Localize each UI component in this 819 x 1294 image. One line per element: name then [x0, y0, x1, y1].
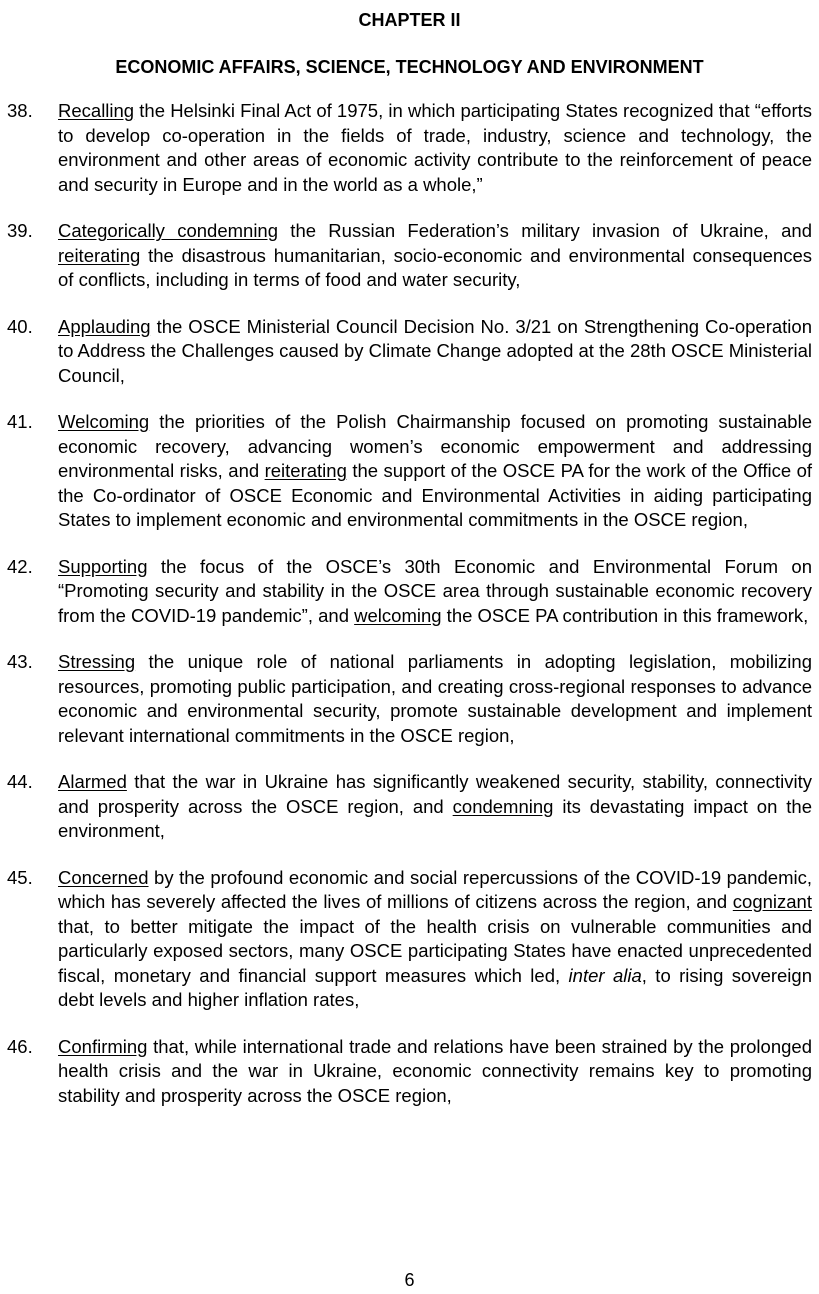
paragraph-text-run: the support of the OSCE PA for the work of the Office of the Co-ordinator of OSCE Economic and Environmental Activities in aiding participating States to implement economic and environmental commitments in the OSCE region,: [58, 460, 813, 530]
paragraph-text-run: its devastating impact on the environment,: [58, 795, 812, 841]
paragraph-item: [0, 650, 819, 748]
paragraph-item: [0, 410, 819, 533]
paragraph-item: [0, 555, 819, 629]
paragraph-text-run: that the war in Ukraine has significantly weakened security, stability, connectivity and prosperity across the OSCE region, and: [58, 771, 812, 817]
underlined-keyword: Concerned: [58, 866, 149, 888]
paragraph-text-run: by the profound economic and social repercussions of the COVID-19 pandemic, which has severely affected the lives of millions of citizens across the region, and: [58, 866, 812, 912]
underlined-keyword: reiterating: [58, 244, 141, 266]
paragraph-text-run: the OSCE PA contribution in this framework,: [441, 604, 809, 626]
underlined-keyword: Confirming: [58, 1035, 148, 1057]
underlined-keyword: Supporting: [58, 555, 148, 577]
paragraph-item: [0, 1035, 819, 1109]
underlined-keyword: reiterating: [264, 460, 347, 481]
paragraph-text: [58, 770, 812, 844]
paragraph-text-run: the OSCE Ministerial Council Decision No. 3/21 on Strengthening Co-operation to Address the Challenges caused by Climate Change adopted at the 28th OSCE Ministerial Council,: [58, 315, 812, 386]
paragraph-text-run: , to rising sovereign debt levels and higher inflation rates,: [58, 964, 812, 1010]
paragraph-text-run: the disastrous humanitarian, socio-economic and environmental consequences of conflicts, including in terms of food and water security,: [58, 244, 812, 290]
paragraph-number: 41.: [7, 411, 33, 432]
paragraph-item: [0, 99, 819, 197]
page-number: 6: [404, 1270, 415, 1290]
chapter-heading: ECONOMIC AFFAIRS, SCIENCE, TECHNOLOGY AND ENVIRONMENT: [115, 57, 704, 77]
paragraph-text: [58, 1035, 812, 1109]
paragraph-text-run: the focus of the OSCE’s 30th Economic and Environmental Forum on “Promoting security and stability in the OSCE area through sustainable economic recovery from the COVID-19 pandemic”, and: [58, 555, 812, 626]
paragraph-number: 38.: [7, 100, 33, 121]
underlined-keyword: Stressing: [58, 651, 136, 672]
paragraph-text: [58, 866, 812, 1013]
paragraph-text-run: the Helsinki Final Act of 1975, in which participating States recognized that “efforts to develop co-operation in the fields of trade, industry, science and technology, the environment and other areas of economic activity contribute to the reinforcement of peace and security in Europe and in the world as a whole,”: [58, 100, 812, 195]
paragraph-text-run: the priorities of the Polish Chairmanship focused on promoting sustainable economic recovery, advancing women’s economic empowerment and addressing environmental risks, and: [58, 411, 812, 481]
underlined-keyword: Recalling: [58, 100, 135, 121]
paragraph-text-run: the Russian Federation’s military invasion of Ukraine, and: [278, 220, 812, 241]
paragraph-text-run: that, to better mitigate the impact of the health crisis on vulnerable communities and particularly exposed sectors, many OSCE participating States have enacted unprecedented fiscal, monetary and financial support measures which led,: [58, 915, 812, 986]
paragraph-text: [58, 219, 812, 293]
paragraph-number: 46.: [7, 1035, 33, 1057]
paragraph-text-run: the unique role of national parliaments in adopting legislation, mobilizing resources, promoting public participation, and creating cross-regional responses to advance economic and environmental security, promote sustainable development and implement relevant international commitments in the OSCE region,: [58, 651, 812, 746]
paragraph-number: 44.: [7, 771, 33, 792]
underlined-keyword: welcoming: [354, 604, 442, 626]
paragraph-text: [58, 650, 812, 748]
paragraph-number: 43.: [7, 651, 33, 672]
underlined-keyword: Categorically condemning: [58, 220, 279, 241]
paragraph-item: [0, 770, 819, 844]
paragraph-number: 42.: [7, 555, 33, 577]
paragraph-text: [58, 315, 812, 389]
chapter-title: CHAPTER II: [358, 10, 461, 30]
paragraph-item: [0, 866, 819, 1013]
underlined-keyword: Alarmed: [58, 771, 127, 792]
underlined-keyword: cognizant: [732, 891, 812, 912]
underlined-keyword: Applauding: [58, 315, 151, 337]
paragraph-item: [0, 315, 819, 389]
underlined-keyword: Welcoming: [58, 411, 150, 432]
underlined-keyword: condemning: [452, 795, 554, 817]
paragraph-list: [0, 99, 819, 1130]
paragraph-text: [58, 99, 812, 197]
paragraph-number: 39.: [7, 220, 33, 241]
paragraph-text: [58, 410, 812, 533]
italic-phrase: inter alia: [568, 964, 642, 986]
paragraph-text: [58, 555, 812, 629]
paragraph-text-run: that, while international trade and relations have been strained by the prolonged health crisis and the war in Ukraine, economic connectivity remains key to promoting stability and prosperity across the OSCE region,: [58, 1035, 812, 1106]
paragraph-number: 45.: [7, 866, 33, 888]
paragraph-number: 40.: [7, 315, 33, 337]
paragraph-item: [0, 219, 819, 293]
